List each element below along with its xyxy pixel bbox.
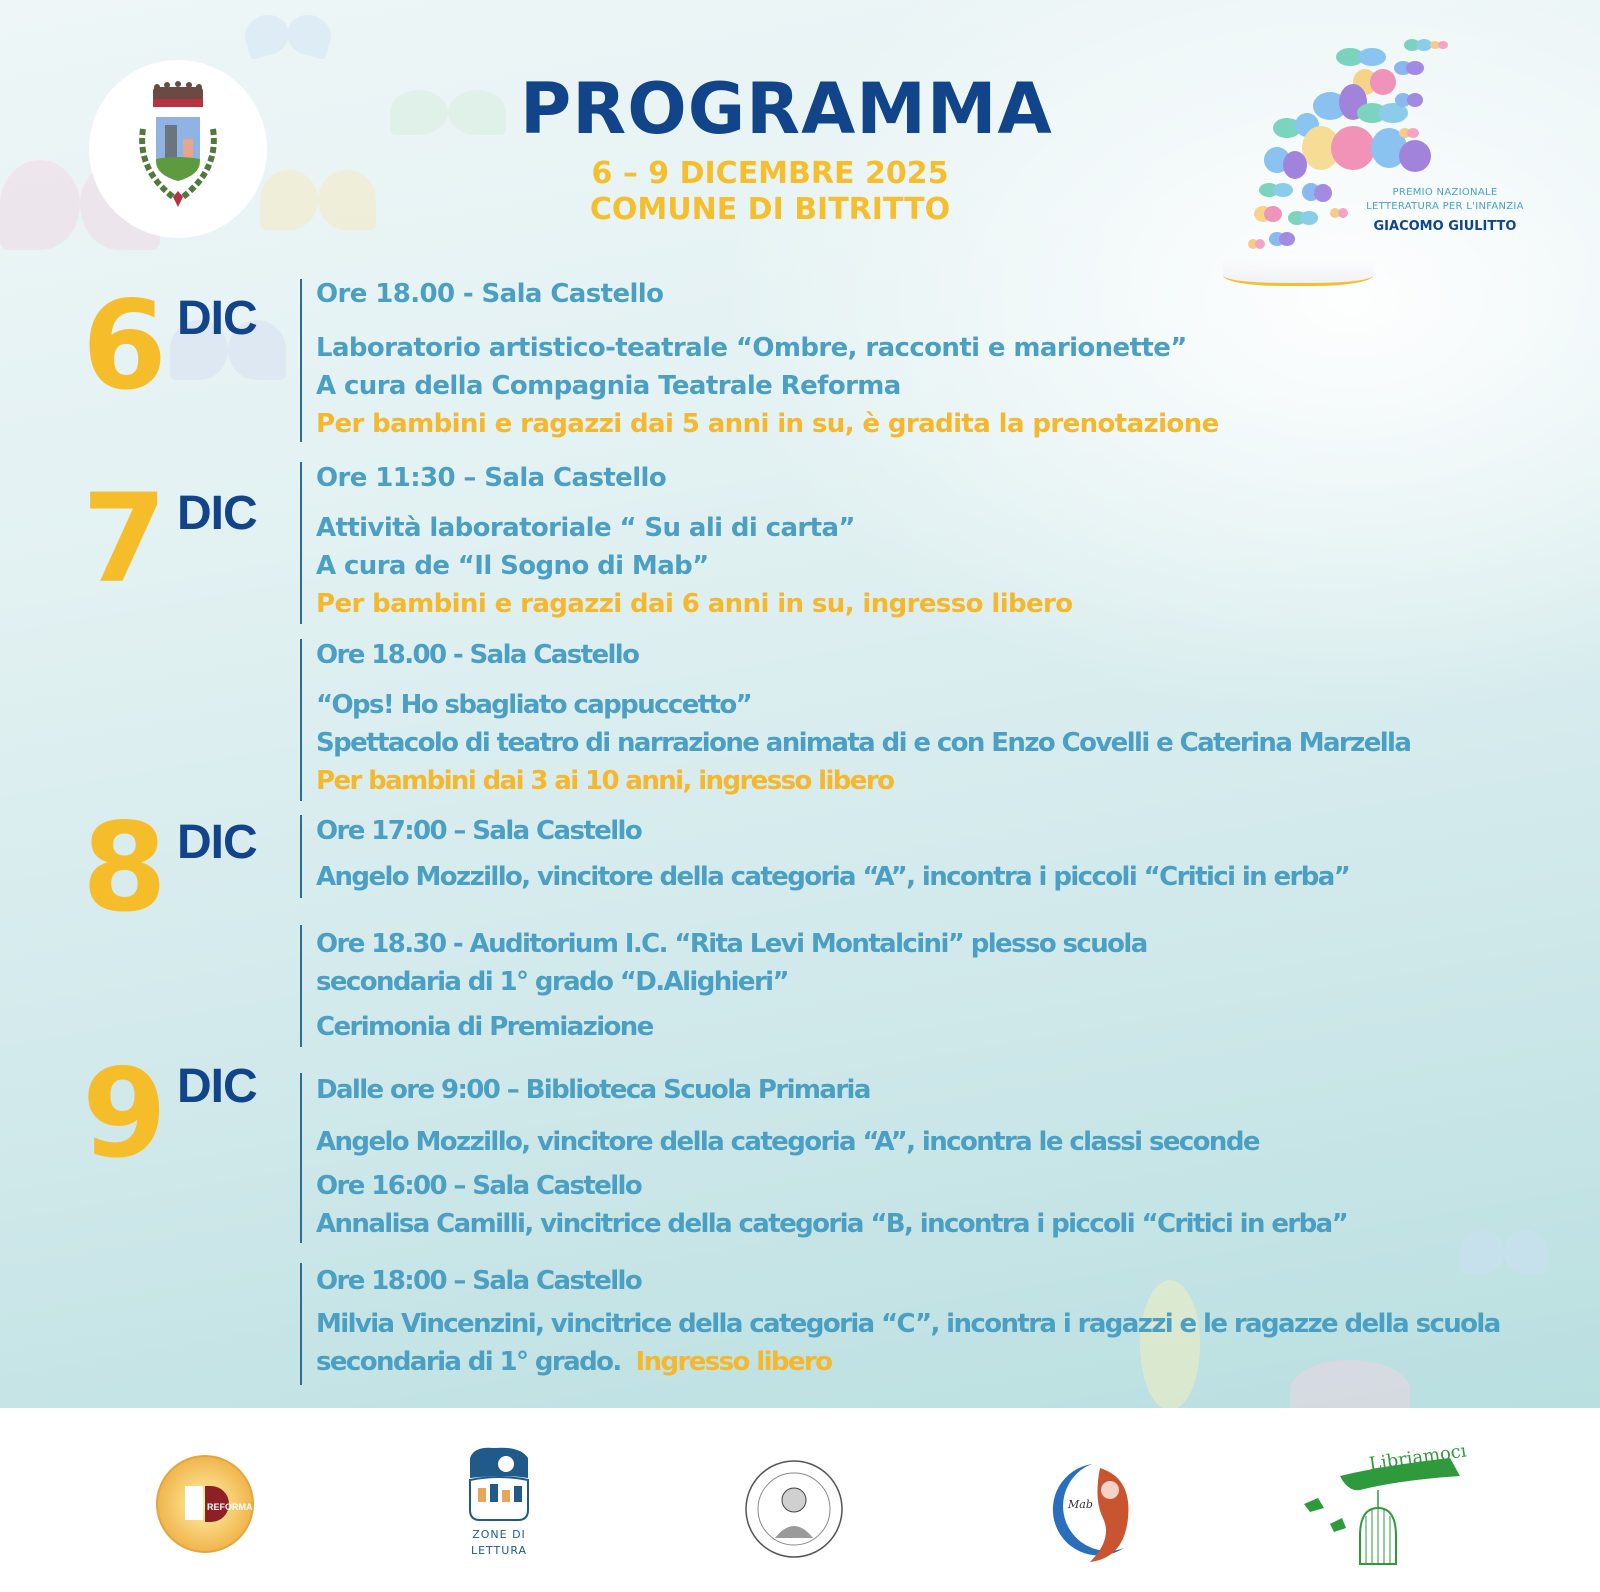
partner-label: ZONE DI <box>472 1528 526 1541</box>
event-time-place: Dalle ore 9:00 – Biblioteca Scuola Primaria <box>316 1075 870 1105</box>
day-month: DIC <box>177 1060 257 1113</box>
coat-of-arms-icon <box>123 79 233 219</box>
event-time-place: Ore 18.00 - Sala Castello <box>316 640 639 670</box>
event-time-place: Ore 11:30 – Sala Castello <box>316 463 667 493</box>
partners-footer <box>0 1408 1600 1592</box>
page-title: PROGRAMMA <box>520 68 1053 150</box>
svg-text:Mab: Mab <box>1068 1498 1093 1511</box>
event-block <box>300 639 1410 801</box>
partner-label: LETTURA <box>470 1544 528 1557</box>
theatre-company-logo-icon <box>155 1454 255 1554</box>
event-block <box>300 1073 1259 1167</box>
partner-logo-libriamoci <box>1300 1446 1490 1576</box>
butterfly-decoration-icon <box>390 90 510 160</box>
event-time-place: Ore 17:00 – Sala Castello <box>316 816 642 846</box>
event-time-place: Ore 18.00 - Sala Castello <box>316 279 664 309</box>
reading-zone-logo-icon <box>464 1444 534 1524</box>
day-number: 6 <box>82 275 167 417</box>
moon-girl-logo-icon <box>1032 1458 1142 1568</box>
day-month: DIC <box>177 816 257 869</box>
award-name: GIACOMO GIULITTO <box>1373 219 1517 234</box>
day-month: DIC <box>177 487 257 540</box>
open-book-icon <box>1223 260 1373 286</box>
event-block <box>300 1263 1500 1385</box>
award-logo <box>1225 30 1525 300</box>
event-time-place: Ore 18:00 – Sala Castello <box>316 1266 642 1296</box>
butterfly-decoration-icon <box>245 15 335 85</box>
award-line-2: LETTERATURA PER L'INFANZIA <box>1366 201 1524 212</box>
event-time-place: Ore 16:00 – Sala Castello <box>316 1171 642 1201</box>
event-block <box>300 925 1147 1047</box>
day-number: 7 <box>82 468 167 610</box>
municipality-crest <box>89 60 267 238</box>
svg-text:REFORMA: REFORMA <box>207 1502 253 1512</box>
event-block <box>300 462 1073 624</box>
event-audience-note: Per bambini e ragazzi dai 5 anni in su, è gradita la prenotazione <box>316 409 1219 439</box>
event-description-end: secondaria di 1° grado. <box>316 1347 621 1377</box>
event-dates: 6 – 9 DICEMBRE 2025 <box>591 156 949 191</box>
event-description: Annalisa Camilli, vincitrice della categoria “B, incontra i piccoli “Critici in erba” <box>316 1209 1348 1239</box>
svg-text:Libriamoci: Libriamoci <box>1367 1446 1468 1475</box>
event-time-place: Ore 18.30 - Auditorium I.C. “Rita Levi Montalcini” plesso scuola <box>316 929 1147 959</box>
partner-logo-reforma <box>155 1454 255 1554</box>
event-organizer: A cura della Compagnia Teatrale Reforma <box>316 371 901 401</box>
event-description: Laboratorio artistico-teatrale “Ombre, racconti e marionette” <box>316 333 1187 363</box>
event-block <box>300 279 1219 442</box>
award-line-1: PREMIO NAZIONALE <box>1392 187 1498 198</box>
event-description: Spettacolo di teatro di narrazione animata di e con Enzo Covelli e Caterina Marzella <box>316 728 1411 758</box>
event-description: Cerimonia di Premiazione <box>316 1012 653 1042</box>
day-month: DIC <box>177 292 257 345</box>
event-location: COMUNE DI BITRITTO <box>589 192 951 227</box>
event-audience-note: Per bambini dai 3 ai 10 anni, ingresso libero <box>316 766 894 796</box>
partner-logo-ic-rita-levi-montalcini <box>743 1458 845 1560</box>
butterfly-decoration-icon <box>260 170 380 280</box>
libriamoci-logo-icon <box>1300 1446 1490 1576</box>
event-description: Angelo Mozzillo, vincitore della categoria “A”, incontra le classi seconde <box>316 1127 1259 1157</box>
day-number: 9 <box>82 1043 167 1185</box>
event-block <box>300 815 1349 898</box>
event-description-continued <box>316 1343 1500 1381</box>
event-description: Milvia Vincenzini, vincitrice della categoria “C”, incontra i ragazzi e le ragazze della scuola <box>316 1309 1500 1339</box>
event-block <box>300 1167 1347 1243</box>
event-audience-note: Per bambini e ragazzi dai 6 anni in su, ingresso libero <box>316 589 1073 619</box>
event-time-place-continued: secondaria di 1° grado “D.Alighieri” <box>316 967 788 997</box>
school-seal-icon <box>743 1458 845 1560</box>
event-description: Angelo Mozzillo, vincitore della categoria “A”, incontra i piccoli “Critici in erba” <box>316 862 1350 892</box>
event-organizer: A cura de “Il Sogno di Mab” <box>316 551 709 581</box>
event-title: “Ops! Ho sbagliato cappuccetto” <box>316 690 752 720</box>
partner-logo-il-sogno-di-mab <box>1032 1458 1142 1568</box>
partner-logo-zone-di-lettura <box>464 1444 534 1564</box>
event-subtitle <box>520 156 1020 228</box>
event-entry-note: Ingresso libero <box>635 1347 832 1377</box>
day-number: 8 <box>82 797 167 939</box>
event-description: Attività laboratoriale “ Su ali di carta” <box>316 513 855 543</box>
